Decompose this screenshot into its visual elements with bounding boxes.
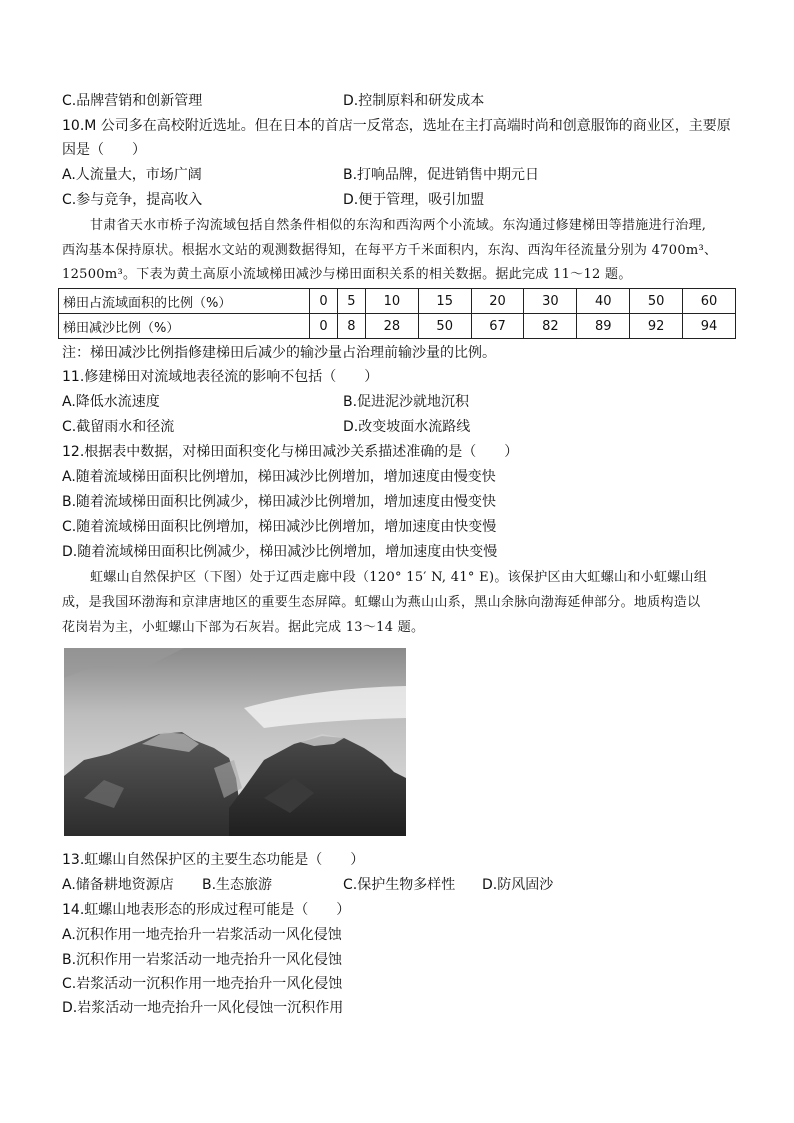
q10-option-d: D.便于管理，吸引加盟 (343, 192, 485, 208)
table-cell: 10 (365, 289, 418, 314)
q11-option-b: B.促进泥沙就地沉积 (343, 394, 470, 410)
table-cell: 5 (337, 289, 365, 314)
q14-option-a: A.沉积作用一地壳抬升一岩浆活动一风化侵蚀 (62, 927, 342, 943)
q13-stem: 13.虹螺山自然保护区的主要生态功能是（ ） (62, 852, 365, 868)
table-row (59, 314, 736, 339)
q14-option-b: B.沉积作用一岩浆活动一地壳抬升一风化侵蚀 (62, 952, 343, 968)
q10-stem-line2: 因是（ ） (62, 142, 146, 158)
table-cell: 50 (418, 314, 471, 339)
q14-option-d: D.岩浆活动一地壳抬升一风化侵蚀一沉积作用 (62, 1000, 344, 1016)
q12-stem: 12.根据表中数据，对梯田面积变化与梯田减沙关系描述准确的是（ ） (62, 444, 519, 460)
passage1-line2: 西沟基本保持原状。根据水文站的观测数据得知，在每平方千米面积内，东沟、西沟年径流量分别为 4700m³、 (62, 243, 718, 258)
hongluo-mountain-photo (64, 648, 406, 836)
table-cell: 0 (310, 289, 338, 314)
table-cell: 15 (418, 289, 471, 314)
passage1-line1: 甘肃省天水市桥子沟流域包括自然条件相似的东沟和西沟两个小流域。东沟通过修建梯田等措施进行治理, (90, 218, 707, 233)
q12-option-b: B.随着流域梯田面积比例减少，梯田减沙比例增加，增加速度由慢变快 (62, 494, 497, 510)
q10-stem-line1: 10.M 公司多在高校附近选址。但在日本的首店一反常态，选址在主打高端时尚和创意服饰的商业区，主要原 (62, 118, 731, 134)
table-cell: 20 (471, 289, 524, 314)
table-cell: 50 (630, 289, 683, 314)
q12-option-c: C.随着流域梯田面积比例增加，梯田减沙比例增加，增加速度由快变慢 (62, 519, 497, 535)
row1-label: 梯田占流域面积的比例（%） (59, 289, 310, 314)
q13-option-b: B.生态旅游 (202, 877, 273, 893)
table-cell: 67 (471, 314, 524, 339)
q10-option-b: B.打响品牌，促进销售中期元日 (343, 167, 540, 183)
q13-option-a: A.储备耕地资源店 (62, 877, 174, 893)
q13-option-d: D.防风固沙 (482, 877, 554, 893)
table-cell: 30 (524, 289, 577, 314)
passage2-line1: 虹螺山自然保护区（下图）处于辽西走廊中段（120° 15′ N, 41° E)。该保护区由大虹螺山和小虹螺山组 (90, 570, 708, 585)
q9-option-c: C.品牌营销和创新管理 (62, 93, 203, 109)
row2-label: 梯田减沙比例（%） (59, 314, 310, 339)
table-cell: 28 (365, 314, 418, 339)
table-cell: 82 (524, 314, 577, 339)
q14-option-c: C.岩浆活动一沉积作用一地壳抬升一风化侵蚀 (62, 976, 343, 992)
passage2-line3: 花岗岩为主，小虹螺山下部为石灰岩。据此完成 13～14 题。 (62, 620, 425, 635)
q12-option-d: D.随着流域梯田面积比例减少，梯田减沙比例增加，增加速度由快变慢 (62, 544, 498, 560)
q11-option-a: A.降低水流速度 (62, 394, 160, 410)
q13-option-c: C.保护生物多样性 (343, 877, 456, 893)
table-cell: 8 (337, 314, 365, 339)
table-row (59, 289, 736, 314)
passage1-line3: 12500m³。下表为黄土高原小流域梯田减沙与梯田面积关系的相关数据。据此完成 11～12 题。 (62, 267, 632, 282)
q12-option-a: A.随着流域梯田面积比例增加，梯田减沙比例增加，增加速度由慢变快 (62, 469, 496, 485)
table-cell: 89 (577, 314, 630, 339)
table-cell: 40 (577, 289, 630, 314)
table-cell: 94 (683, 314, 736, 339)
q11-option-d: D.改变坡面水流路线 (343, 419, 471, 435)
q9-option-d: D.控制原料和研发成本 (343, 93, 485, 109)
table-cell: 60 (683, 289, 736, 314)
table-cell: 92 (630, 314, 683, 339)
passage2-line2: 成，是我国环渤海和京津唐地区的重要生态屏障。虹螺山为燕山山系，黑山余脉向渤海延伸部分。地质构造以 (62, 595, 701, 610)
q11-stem: 11.修建梯田对流域地表径流的影响不包括（ ） (62, 369, 379, 385)
terrace-sediment-table (58, 288, 736, 339)
q10-option-a: A.人流量大，市场广阔 (62, 167, 202, 183)
q14-stem: 14.虹螺山地表形态的形成过程可能是（ ） (62, 902, 351, 918)
table-note: 注：梯田减沙比例指修建梯田后减少的输沙量占治理前输沙量的比例。 (62, 345, 496, 361)
q10-option-c: C.参与竞争，提高收入 (62, 192, 203, 208)
q11-option-c: C.截留雨水和径流 (62, 419, 175, 435)
table-cell: 0 (310, 314, 338, 339)
